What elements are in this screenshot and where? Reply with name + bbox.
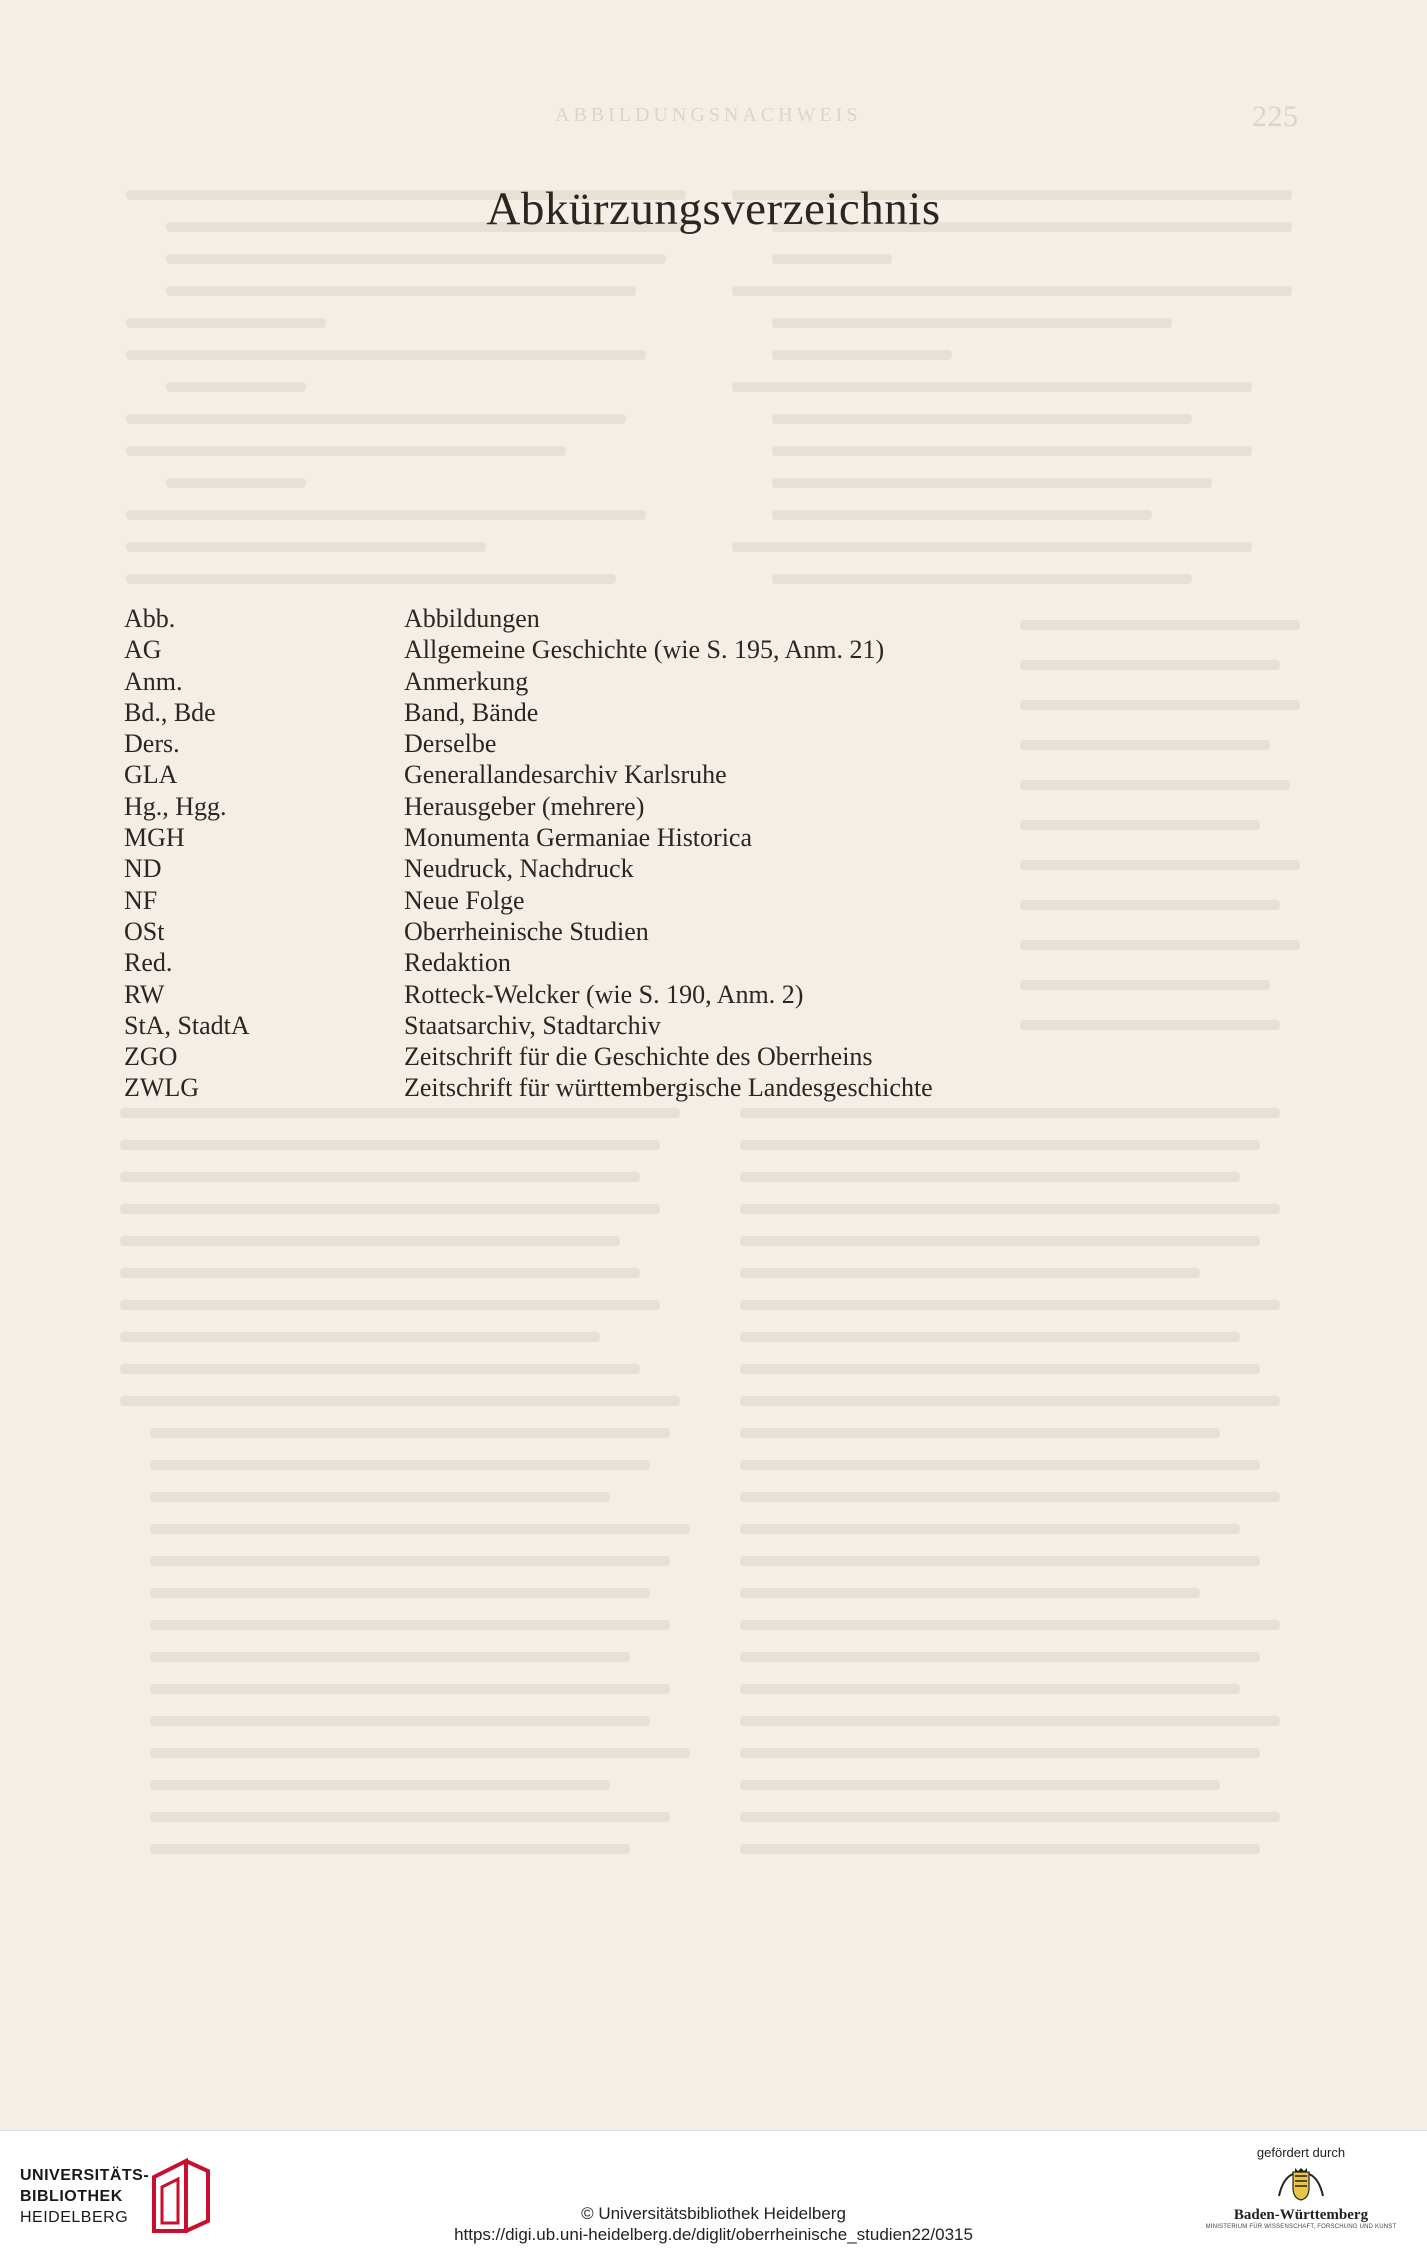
abbreviation: OSt	[124, 916, 165, 946]
abbreviation-meaning: Allgemeine Geschichte (wie S. 195, Anm. 21)	[404, 635, 885, 665]
viewer-footer	[0, 2130, 1427, 2253]
list-item	[124, 1072, 1224, 1103]
abbreviation: NF	[124, 885, 158, 915]
abbreviation: Abb.	[124, 604, 176, 633]
list-item	[124, 759, 1224, 790]
abbreviation-meaning: Herausgeber (mehrere)	[404, 791, 645, 821]
sponsor-ministry: MINISTERIUM FÜR WISSENSCHAFT, FORSCHUNG UND KUNST	[1205, 2224, 1397, 2230]
abbreviation-meaning: Monumenta Germaniae Historica	[404, 823, 752, 853]
abbreviation-meaning: Derselbe	[404, 729, 497, 759]
permalink[interactable]: https://digi.ub.uni-heidelberg.de/diglit/oberrheinische_studien22/0315	[454, 2225, 973, 2244]
sponsor-name: Baden-Württemberg	[1233, 2207, 1369, 2223]
page-title: Abkürzungsverzeichnis	[486, 183, 941, 235]
abbreviation: ND	[124, 854, 162, 884]
list-item	[124, 666, 1224, 697]
abbreviation-meaning: Redaktion	[404, 948, 511, 978]
abbreviation-meaning: Band, Bände	[404, 697, 539, 727]
list-item	[124, 885, 1224, 916]
sponsor-label: gefördert durch	[1256, 2145, 1346, 2160]
abbreviation-meaning: Neue Folge	[404, 885, 525, 915]
abbreviation: ZGO	[124, 1042, 178, 1072]
bleed-through-page-number: 225	[1252, 100, 1299, 133]
abbreviation-meaning: Anmerkung	[404, 666, 529, 696]
abbreviation-meaning: Staatsarchiv, Stadtarchiv	[404, 1010, 661, 1040]
abbreviation: AG	[124, 635, 162, 665]
abbreviation-meaning: Oberrheinische Studien	[404, 916, 649, 946]
abbreviation-list	[124, 603, 1224, 1104]
abbreviation-meaning: Abbildungen	[404, 604, 540, 633]
list-item	[124, 947, 1224, 978]
library-name-line: UNIVERSITÄTS-	[20, 2167, 150, 2184]
abbreviation: Hg., Hgg.	[124, 791, 227, 821]
abbreviation: MGH	[124, 823, 185, 853]
library-name-line: BIBLIOTHEK	[20, 2188, 123, 2205]
abbreviation-meaning: Rotteck-Welcker (wie S. 190, Anm. 2)	[404, 979, 804, 1009]
abbreviation: StA, StadtA	[124, 1010, 250, 1040]
abbreviation-meaning: Generallandesarchiv Karlsruhe	[404, 760, 727, 790]
list-item	[124, 603, 1224, 634]
list-item	[124, 916, 1224, 947]
abbreviation: GLA	[124, 760, 178, 790]
abbreviation-meaning: Zeitschrift für die Geschichte des Oberrheins	[404, 1042, 873, 1072]
bleed-through-header: ABBILDUNGSNACHWEIS	[555, 104, 862, 126]
abbreviation: Bd., Bde	[124, 697, 216, 727]
copyright-text: © Universitätsbibliothek Heidelberg	[581, 2204, 846, 2223]
list-item	[124, 979, 1224, 1010]
abbreviation: RW	[124, 979, 165, 1009]
abbreviation: ZWLG	[124, 1073, 200, 1103]
list-item	[124, 634, 1224, 665]
list-item	[124, 853, 1224, 884]
list-item	[124, 728, 1224, 759]
list-item	[124, 697, 1224, 728]
list-item	[124, 791, 1224, 822]
sponsor-logo	[1201, 2145, 1401, 2230]
coat-of-arms-icon	[1271, 2166, 1331, 2202]
library-name-line: HEIDELBERG	[20, 2209, 129, 2226]
list-item	[124, 822, 1224, 853]
abbreviation: Ders.	[124, 729, 180, 759]
list-item	[124, 1010, 1224, 1041]
abbreviation-meaning: Zeitschrift für württembergische Landesgeschichte	[404, 1073, 933, 1103]
abbreviation-meaning: Neudruck, Nachdruck	[404, 854, 634, 884]
abbreviation: Red.	[124, 948, 173, 978]
abbreviation: Anm.	[124, 666, 183, 696]
list-item	[124, 1041, 1224, 1072]
